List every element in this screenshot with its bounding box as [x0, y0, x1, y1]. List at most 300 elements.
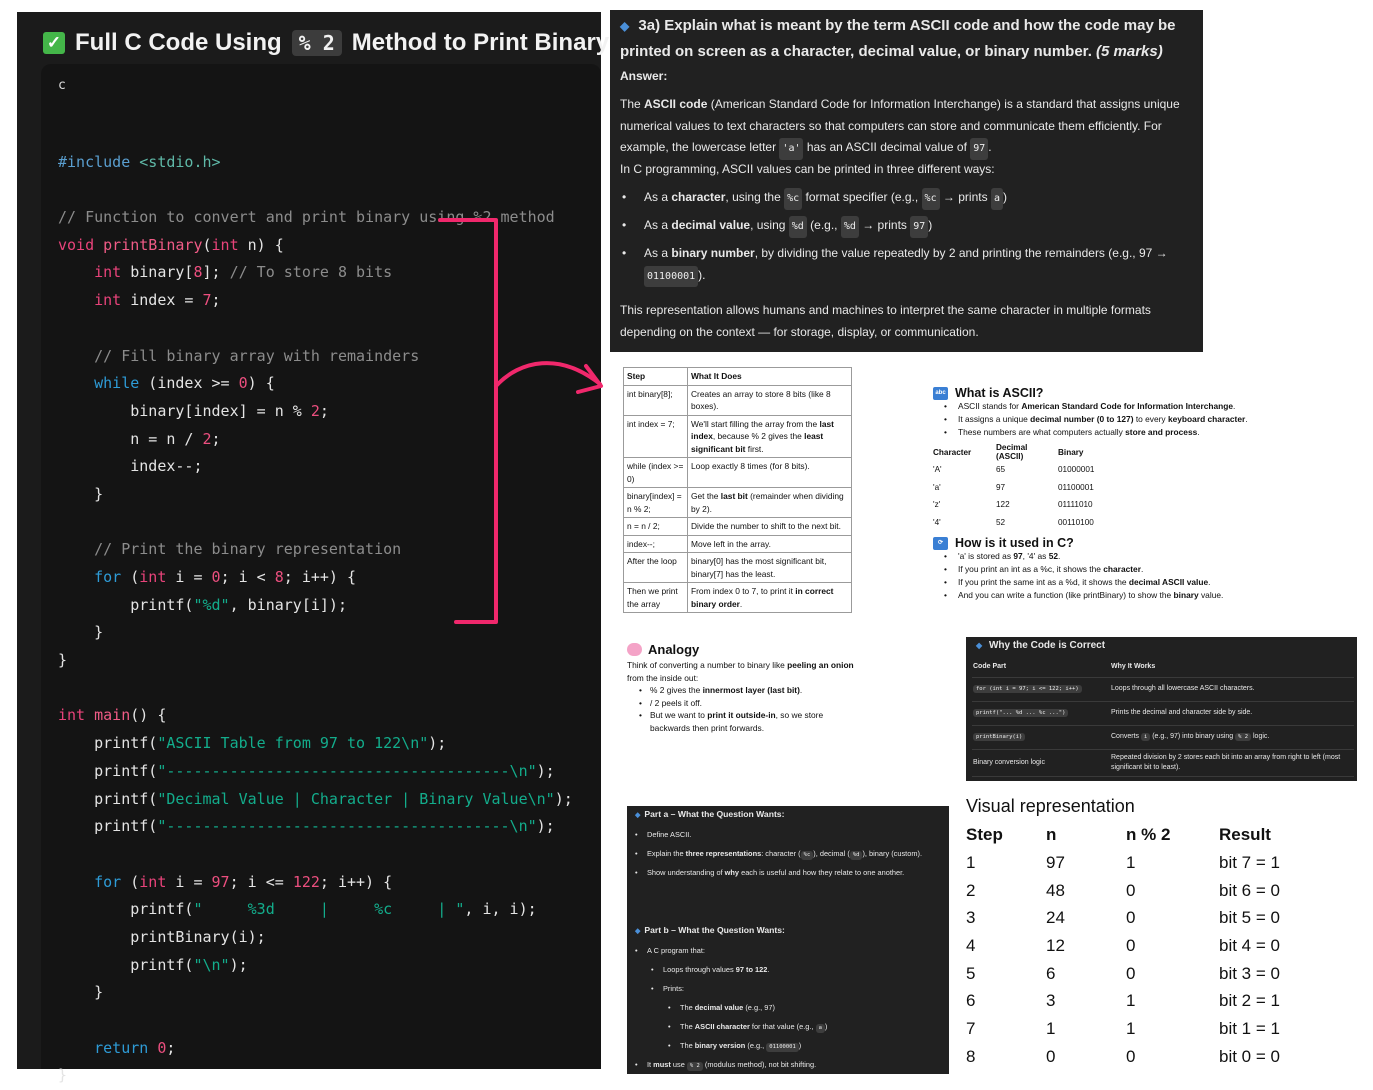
table-cell: 4: [966, 935, 976, 955]
code-token: printf(: [58, 900, 194, 919]
text-segment: print it outside-in: [707, 710, 776, 720]
code-token: for: [94, 568, 122, 586]
text-segment: .: [1197, 427, 1200, 437]
text-segment: printBinary(i): [973, 733, 1025, 741]
code-token: );: [554, 789, 573, 808]
usage-title: How is it used in C?: [955, 536, 1074, 550]
table-cell: [688, 553, 852, 583]
title-code: % 2: [292, 30, 342, 56]
code-line: [58, 453, 573, 481]
visual-header-step: Step: [966, 825, 1003, 844]
code-line: [58, 619, 573, 647]
code-token: [85, 706, 94, 724]
step-table: [623, 367, 852, 613]
text-segment: (modulus method), not bit shifting.: [702, 1060, 817, 1069]
code-line: [58, 121, 573, 149]
text-segment: logic.: [1251, 733, 1270, 740]
code-token: [58, 568, 94, 586]
table-cell: [624, 518, 688, 536]
text-segment: We'll start filling the array from the: [691, 418, 820, 429]
table-cell: [1110, 701, 1354, 725]
code-token: for: [94, 872, 122, 891]
table-cell: [624, 553, 688, 583]
code-token: int: [58, 706, 86, 725]
code-token: ; i++) {: [319, 872, 393, 891]
code-token: 7: [202, 291, 212, 310]
answer-bullet-binary: • As a binary number, by dividing the value repeatedly by 2 and printing the remainders (e.g., 97 → 01100001 ).: [622, 243, 1187, 287]
table-cell: 6: [1046, 963, 1056, 983]
answer-bullet-character: • As a character, using the %c format specifier (e.g., %c → prints a ): [622, 187, 1187, 210]
ascii-title: What is ASCII?: [955, 386, 1044, 400]
question-3a-panel: [610, 10, 1203, 352]
text-segment: for (int i = 97; i <= 122; i++): [973, 685, 1082, 693]
code-token: 2: [202, 429, 212, 448]
code-token: printf(: [58, 761, 158, 780]
text-segment: .: [1058, 551, 1061, 561]
code-token: [148, 1039, 157, 1057]
code-token: );: [536, 817, 555, 836]
why-table: [972, 657, 1354, 777]
code-token: printf(: [58, 955, 194, 974]
table-cell: [688, 488, 852, 518]
analogy-heading: [627, 642, 859, 657]
table-cell: [1110, 677, 1354, 701]
text-segment: decimal number (0 to 127): [1030, 414, 1134, 424]
code-token: 0: [238, 374, 248, 393]
text-segment: index--;: [627, 538, 655, 549]
text-segment: / 2 peels it off.: [650, 697, 702, 708]
code-token: (index >=: [139, 374, 239, 393]
text-segment: n = n / 2;: [627, 521, 660, 531]
code-token: i =: [166, 568, 212, 586]
code-token: }: [58, 623, 104, 642]
code-token: binary[index] = n %: [58, 401, 311, 420]
code-line: [58, 536, 573, 564]
ascii-table-body: [933, 461, 1094, 531]
text-segment: , so we store backwards then print forwards.: [650, 710, 824, 733]
table-cell: [624, 583, 688, 613]
table-cell: 3: [966, 908, 976, 928]
text-segment: Think of converting a number to binary like: [627, 660, 788, 670]
list-item: [944, 400, 1293, 413]
table-row: [966, 987, 1280, 1015]
text-segment: Then we print the array: [627, 586, 678, 609]
table-cell: 01000001: [1058, 465, 1095, 475]
code-token: return: [94, 1038, 149, 1057]
text-segment: These numbers are what computers actually: [958, 427, 1126, 437]
code-line: [58, 315, 573, 343]
part-a-bullet: [635, 849, 922, 860]
table-row: [624, 518, 852, 536]
visual-table-body: [966, 849, 1280, 1071]
text-segment: Prints:: [663, 984, 684, 993]
text-segment: Loops through values: [663, 965, 736, 974]
table-cell: [688, 415, 852, 458]
table-cell: bit 4 = 0: [1219, 935, 1280, 955]
analogy-list: [639, 684, 859, 734]
check-icon: ✓: [43, 32, 65, 54]
title-before: Full C Code Using: [75, 29, 282, 56]
answer-paragraph-1: The ASCII code (American Standard Code for Information Interchange) is a standard that assigns unique numerical values to text characters so that computers can store and communicate them efficiently. For example, the lowercase letter 'a' has an ASCII decimal value of 97 .: [620, 94, 1195, 160]
question-text: Explain what is meant by the term ASCII code and how the code may be printed on screen as a character, decimal value, or binary number.: [620, 17, 1176, 60]
text-segment: % 2: [687, 1062, 703, 1071]
code-token: <stdio.h>: [139, 152, 221, 171]
code-line: [58, 481, 573, 509]
text-segment: three representations: [685, 849, 762, 858]
code-line: [58, 924, 573, 952]
code-panel: [17, 12, 610, 1085]
code-token: i =: [166, 872, 212, 891]
table-cell: 122: [996, 500, 1010, 510]
text-segment: A C program that:: [647, 946, 705, 955]
table-cell: bit 2 = 1: [1219, 991, 1280, 1011]
code-token: ;: [166, 1038, 176, 1057]
code-token: [58, 374, 94, 392]
table-cell: 1: [1126, 1018, 1136, 1038]
ascii-header-character: Character: [933, 447, 972, 457]
code-line: [58, 869, 573, 897]
text-segment: ASCII character: [694, 1022, 750, 1031]
part-b-subsub-bullet: [668, 1022, 827, 1033]
table-row: [624, 583, 852, 613]
list-item: [944, 563, 1293, 576]
code-token: ;: [211, 429, 221, 448]
text-segment: decimal ASCII value: [1128, 577, 1209, 587]
table-row: [933, 479, 1094, 497]
text-segment: peeling an onion: [787, 660, 854, 670]
table-cell: 1: [966, 852, 976, 872]
table-cell: [1110, 749, 1354, 776]
text-segment: The: [680, 1022, 695, 1031]
visual-title: Visual representation: [966, 796, 1135, 816]
code-token: ;: [319, 401, 329, 420]
table-cell: 12: [1046, 935, 1065, 955]
list-item: [639, 684, 859, 697]
diamond-icon: ◆: [976, 641, 983, 650]
table-cell: [1110, 725, 1354, 749]
code-token: [130, 153, 139, 171]
table-row: [972, 701, 1354, 725]
text-segment: Loops through all lowercase ASCII characters.: [1111, 685, 1255, 692]
table-cell: bit 3 = 0: [1219, 963, 1280, 983]
text-segment: .: [799, 685, 803, 695]
text-segment: From index 0 to 7, to print it: [691, 586, 796, 596]
code-token: "%d": [193, 595, 230, 614]
text-segment: And you can write a function (like printBinary) to show the: [958, 590, 1174, 600]
text-segment: innermost layer (last bit): [702, 685, 800, 695]
code-token: [58, 873, 94, 891]
code-block[interactable]: [41, 64, 601, 1085]
code-token: #include: [58, 152, 131, 171]
repeat-icon: ⟳: [933, 537, 948, 550]
table-cell: 7: [966, 1018, 976, 1038]
text-segment: .: [1233, 401, 1236, 411]
list-item: [944, 413, 1293, 426]
table-header-cell: Step: [624, 368, 688, 386]
code-line: [58, 952, 573, 980]
table-row: [624, 488, 852, 518]
table-cell: 01111010: [1058, 500, 1093, 510]
table-cell: 0: [1126, 908, 1136, 928]
table-cell: [972, 725, 1110, 749]
code-token: ) {: [247, 374, 275, 393]
code-token: n = n /: [58, 429, 203, 448]
code-token: (: [202, 235, 212, 254]
text-segment: (e.g.,: [745, 1041, 767, 1050]
table-row: [972, 677, 1354, 701]
visual-representation: [966, 796, 1296, 1071]
part-b-bullet: [635, 1060, 816, 1071]
part-b-bullet: [635, 946, 705, 955]
text-segment: ), decimal (: [813, 849, 850, 858]
table-cell: 0: [1126, 880, 1136, 900]
code-line: [58, 232, 573, 260]
code-token: () {: [130, 706, 167, 725]
code-line: [58, 1062, 573, 1090]
code-token: binary[: [121, 263, 194, 282]
code-token: void: [58, 235, 95, 254]
code-token: 8: [193, 263, 203, 282]
answer-bullet-decimal: • As a decimal value, using %d (e.g., %d → prints 97 ): [622, 215, 1187, 238]
code-token: ; i <: [220, 568, 275, 586]
code-token: main: [94, 706, 131, 725]
code-token: [58, 263, 94, 281]
code-line: [58, 149, 573, 177]
why-correct-panel: [966, 637, 1357, 781]
text-segment: .: [1245, 414, 1248, 424]
text-segment: After the loop: [627, 556, 677, 566]
table-row: [972, 749, 1354, 776]
code-title: [43, 20, 609, 66]
text-segment: last bit: [720, 491, 748, 501]
code-token: , binary[i]);: [229, 595, 347, 614]
table-cell: [688, 583, 852, 613]
code-token: printBinary(i);: [58, 927, 266, 946]
step-table-body: [624, 368, 852, 613]
visual-header-mod: n % 2: [1126, 825, 1171, 844]
list-item: [639, 697, 859, 710]
code-token: "--------------------------------------\n": [157, 761, 537, 780]
text-segment: last index: [691, 418, 834, 441]
text-segment: why: [724, 868, 740, 877]
code-line: [58, 592, 573, 620]
table-header-cell: What It Does: [688, 368, 852, 386]
code-token: int: [211, 235, 239, 254]
text-segment: It: [647, 1060, 654, 1069]
why-header-reason: Why It Works: [1110, 657, 1354, 677]
text-segment: : character (: [761, 849, 801, 858]
why-table-body: [972, 677, 1354, 776]
text-segment: Define ASCII.: [647, 830, 692, 839]
table-cell: 00110100: [1058, 517, 1094, 527]
code-token: "ASCII Table from 97 to 122\n": [157, 734, 429, 753]
text-segment: use: [670, 1060, 687, 1069]
code-token: // Fill binary array with remainders: [94, 346, 420, 365]
question-marks: (5 marks): [1096, 43, 1163, 60]
table-cell: [688, 518, 852, 536]
code-token: [94, 236, 103, 254]
table-cell: 0: [1126, 935, 1136, 955]
code-line: [58, 841, 573, 869]
diamond-icon: ◆: [620, 19, 630, 33]
table-cell: 'A': [933, 465, 942, 475]
why-title: Why the Code is Correct: [988, 640, 1106, 651]
code-line: [58, 702, 573, 730]
list-item: [944, 589, 1293, 602]
text-segment: i: [1141, 733, 1150, 741]
code-token: );: [229, 955, 248, 974]
text-segment: while (index >= 0): [627, 461, 684, 484]
table-cell: 01100001: [1058, 482, 1094, 492]
table-cell: bit 1 = 1: [1219, 1018, 1280, 1038]
text-segment: a: [816, 1024, 825, 1033]
table-cell: [972, 749, 1110, 776]
text-segment: Loop exactly 8 times (for 8 bits).: [691, 461, 810, 471]
table-cell: bit 6 = 0: [1219, 880, 1280, 900]
text-segment: ASCII stands for: [958, 401, 1022, 411]
part-b-heading: ◆ Part b – What the Question Wants:: [635, 925, 785, 935]
code-token: [58, 1039, 94, 1057]
text-segment: Explain the: [647, 849, 686, 858]
text-segment: If you print the same int as a %d, it shows the: [958, 577, 1129, 587]
text-segment: The: [680, 1041, 695, 1050]
code-line: [58, 176, 573, 204]
text-segment: (e.g., 97): [743, 1003, 775, 1012]
table-cell: 'a': [933, 482, 941, 492]
text-segment: .: [1208, 577, 1211, 587]
table-cell: [688, 535, 852, 553]
code-token: 0: [211, 568, 221, 586]
code-token: 97: [211, 872, 230, 891]
table-row: [966, 932, 1280, 960]
usage-heading: [933, 536, 1293, 550]
table-row: [933, 496, 1094, 514]
table-row: [933, 514, 1094, 532]
text-segment: Move left in the array.: [691, 538, 771, 549]
code-token: "\n": [193, 955, 230, 974]
code-token: ];: [202, 263, 230, 282]
code-token: int: [94, 291, 122, 310]
table-cell: 1: [1126, 852, 1136, 872]
answer-closing: This representation allows humans and machines to interpret the same character in multiple formats depending on the context — for storage, display, or communication.: [620, 303, 1151, 339]
code-token: }: [58, 484, 104, 503]
list-item: [944, 576, 1293, 589]
usage-bullets: [944, 550, 1293, 602]
text-segment: store and process: [1125, 427, 1198, 437]
code-line: [58, 896, 573, 924]
code-token: int: [94, 263, 122, 282]
text-segment: (e.g., 97) into binary using: [1150, 733, 1236, 740]
ascii-bullets: [944, 400, 1293, 439]
code-line: [58, 259, 573, 287]
code-language-label: c: [58, 78, 66, 93]
code-token: int: [139, 872, 167, 891]
analogy-section: [627, 642, 859, 734]
table-row: [966, 904, 1280, 932]
table-cell: 48: [1046, 880, 1065, 900]
code-token: }: [58, 1066, 68, 1085]
code-line: [58, 398, 573, 426]
text-segment: character: [1103, 564, 1141, 574]
code-token: "--------------------------------------\n": [157, 817, 537, 836]
text-segment: Converts: [1111, 733, 1141, 740]
text-segment: .: [1140, 564, 1144, 574]
code-token: , i, i);: [464, 900, 537, 919]
table-cell: [972, 677, 1110, 701]
code-token: }: [58, 651, 68, 670]
code-token: printBinary: [103, 235, 203, 254]
text-segment: ): [798, 1041, 802, 1050]
code-token: printf(: [58, 817, 158, 836]
table-cell: 0: [1046, 1046, 1056, 1066]
code-line: [58, 675, 573, 703]
table-cell: 6: [966, 991, 976, 1011]
code-token: 2: [310, 401, 320, 420]
table-row: [933, 461, 1094, 479]
code-token: "Decimal Value | Character | Binary Value\n": [157, 789, 555, 808]
answer-paragraph-2: In C programming, ASCII values can be printed in three different ways:: [620, 162, 995, 176]
code-line: [58, 1007, 573, 1035]
table-cell: 0: [1126, 963, 1136, 983]
ascii-heading: [933, 386, 1293, 400]
list-item: [944, 550, 1293, 563]
visual-table: [966, 821, 1280, 1071]
code-token: // To store 8 bits: [229, 263, 393, 282]
code-token: ; i <=: [229, 872, 293, 891]
table-cell: bit 5 = 0: [1219, 908, 1280, 928]
table-row: [966, 1015, 1280, 1043]
text-segment: %c: [801, 851, 814, 860]
text-segment: least significant bit: [691, 431, 824, 454]
code-token: index--;: [58, 457, 203, 476]
table-cell: 5: [966, 963, 976, 983]
code-line: [58, 758, 573, 786]
code-token: (: [121, 872, 140, 891]
text-segment: keyboard character: [1167, 414, 1246, 424]
table-cell: [624, 488, 688, 518]
text-segment: binary[0] has the most significant bit, binary[7] has the least.: [691, 556, 827, 579]
abc-icon: abc: [933, 387, 948, 400]
table-row: [624, 553, 852, 583]
text-segment: in correct binary order: [691, 586, 834, 609]
table-cell: [972, 701, 1110, 725]
text-segment: int index = 7;: [627, 418, 675, 429]
table-row: [966, 877, 1280, 905]
table-cell: [624, 535, 688, 553]
code-token: [58, 291, 94, 309]
text-segment: Repeated division by 2 stores each bit into an array from right to left (most significant bit to least).: [1111, 753, 1341, 771]
question-heading: [620, 13, 1195, 64]
table-cell: 97: [996, 482, 1006, 492]
part-b-sub-bullet: [651, 984, 684, 993]
code-token: printf(: [58, 734, 158, 753]
part-a-bullet: [635, 830, 691, 839]
code-token: printf(: [58, 789, 158, 808]
table-row: [624, 535, 852, 553]
table-cell: 8: [966, 1046, 976, 1066]
code-token: printf(: [58, 595, 194, 614]
text-segment: each is useful and how they relate to one another.: [739, 868, 905, 877]
text-segment: 52: [1048, 551, 1059, 561]
code-token: int: [139, 568, 167, 586]
code-line: [58, 1035, 573, 1063]
text-segment: Binary conversion logic: [973, 758, 1045, 766]
text-segment: If you print an int as a %c, it shows the: [958, 564, 1104, 574]
table-row: [624, 385, 852, 415]
text-segment: first.: [745, 443, 764, 454]
why-header-code: Code Part: [972, 657, 1110, 677]
text-segment: Creates an array to store 8 bits (like 8 boxes).: [691, 388, 831, 411]
